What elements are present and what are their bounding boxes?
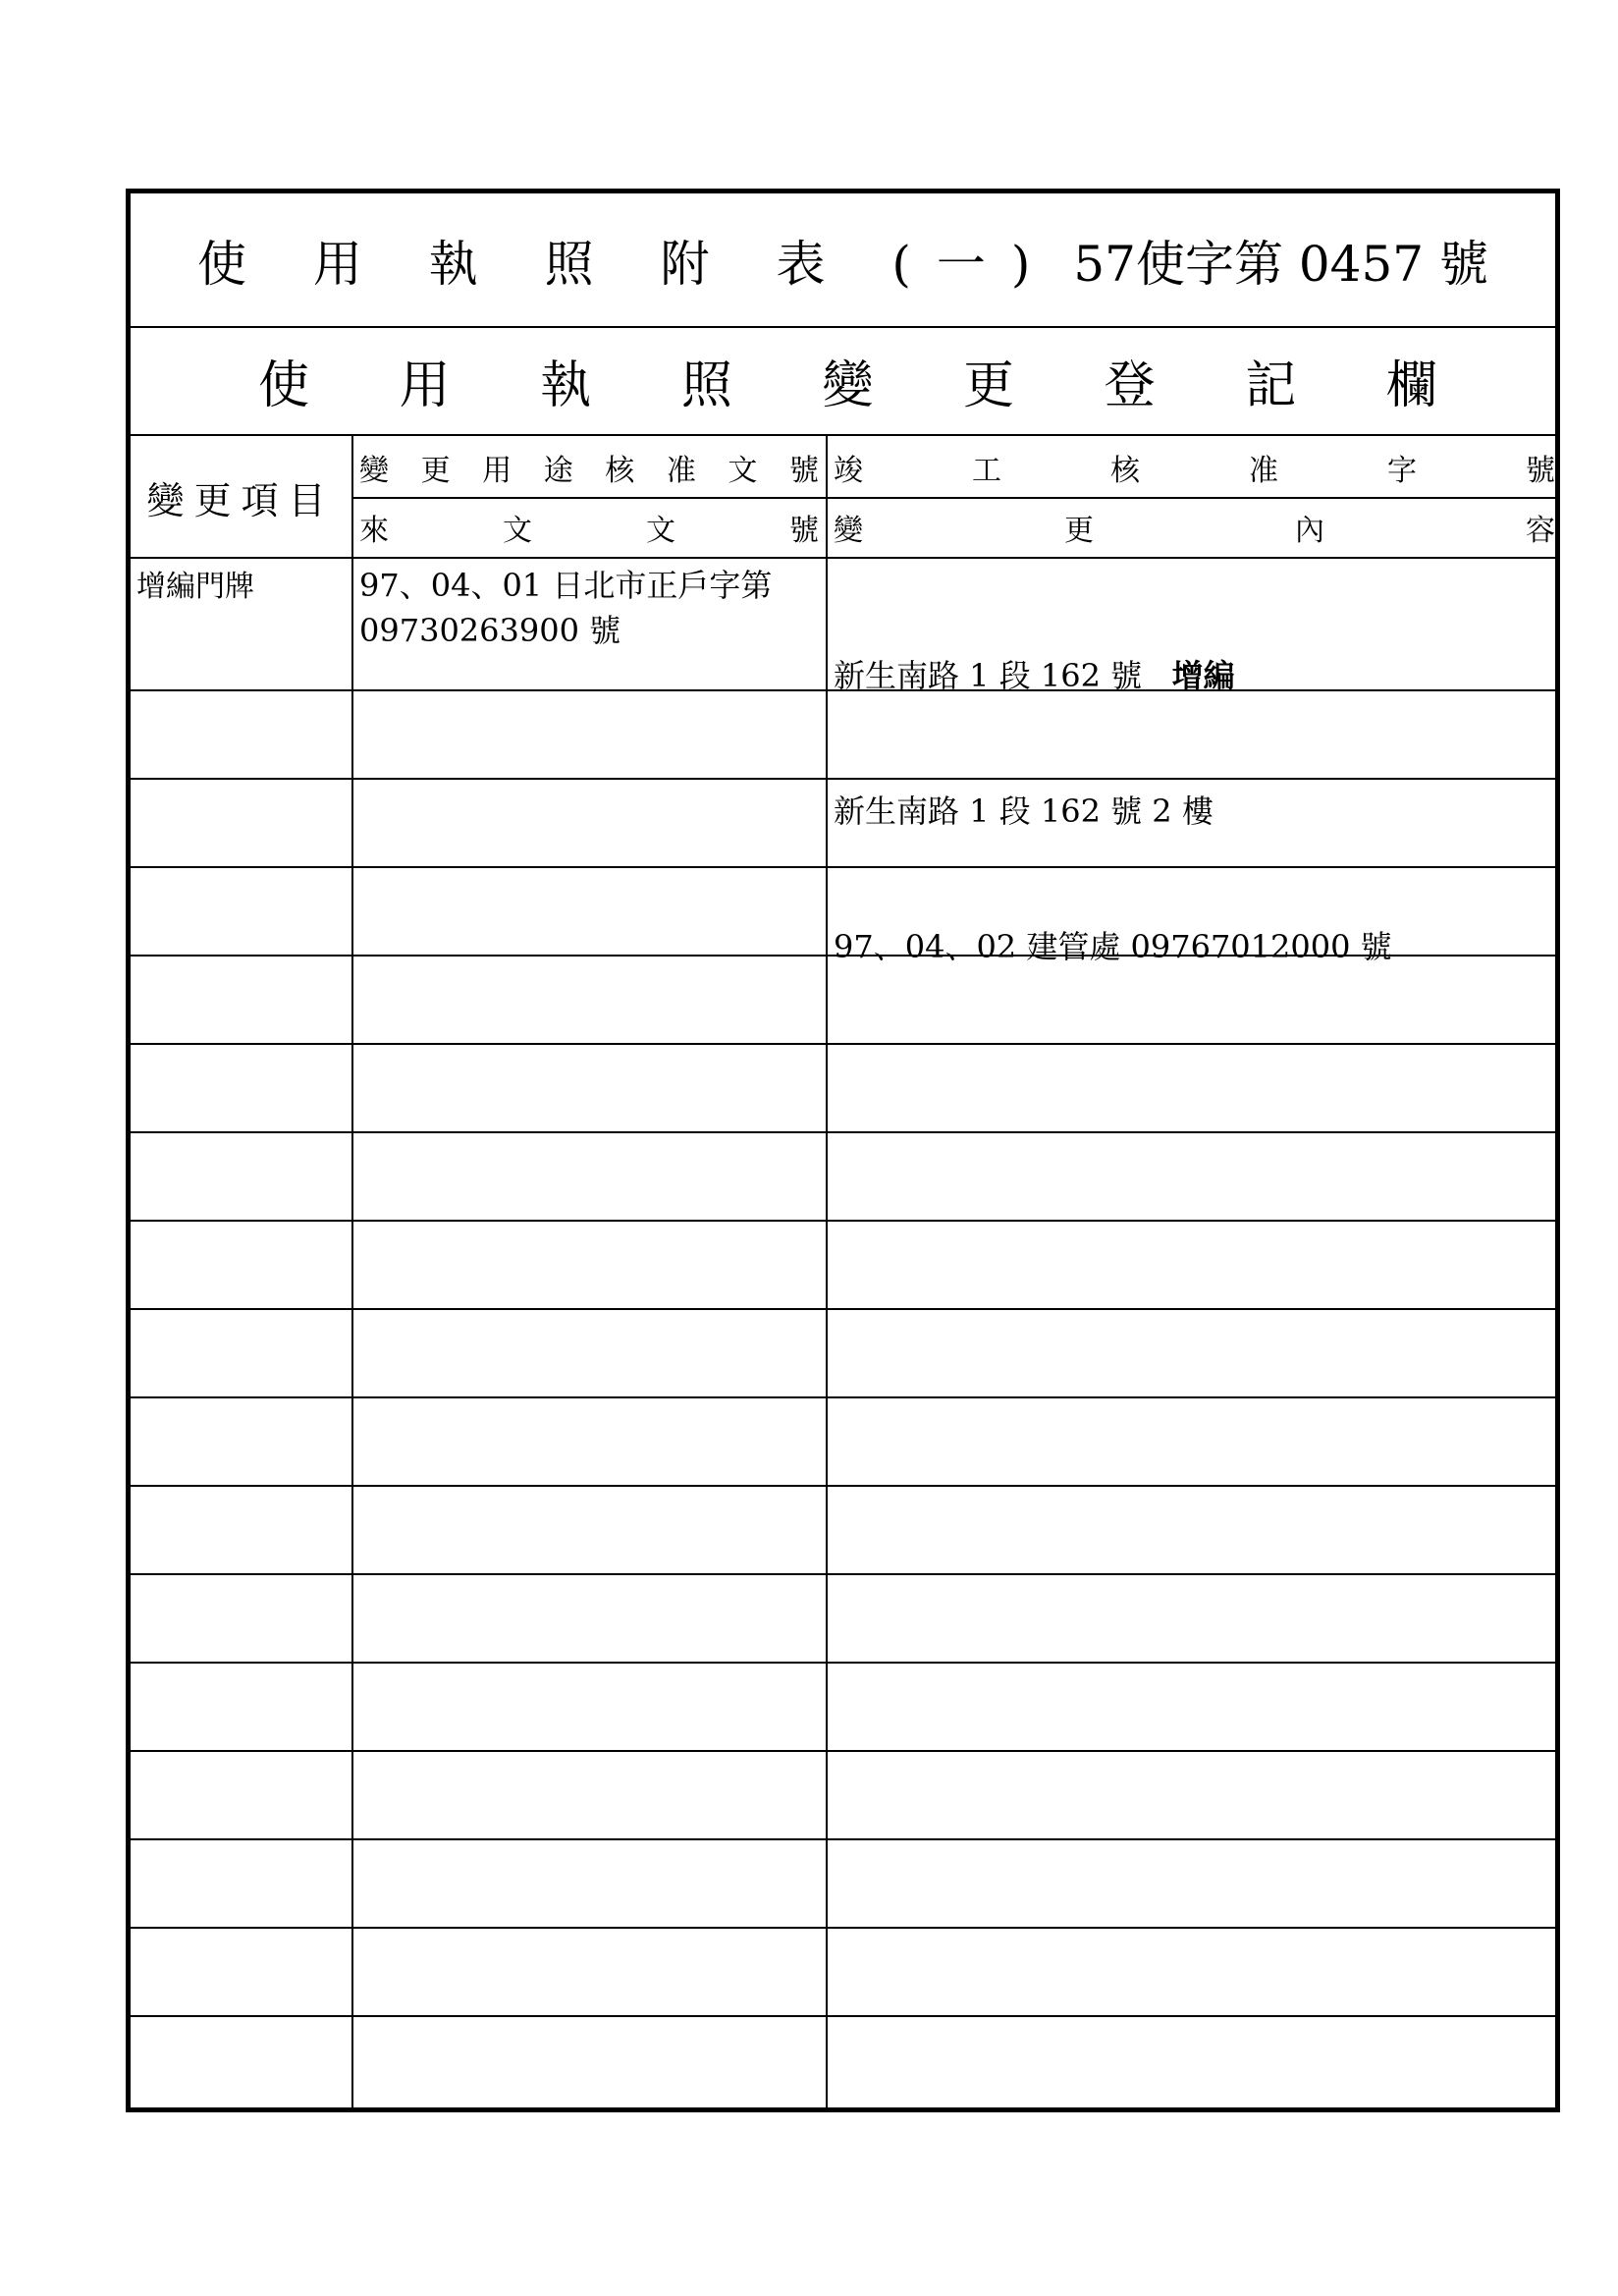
title-main: 使 用 執 照 附 表 (一) — [196, 235, 1056, 293]
row-item: 增編門牌 — [136, 570, 254, 604]
header-divider — [351, 497, 1560, 499]
row-divider — [131, 1838, 1560, 1840]
row-divider — [131, 1131, 1560, 1133]
subtitle-char: 記 — [1245, 355, 1297, 415]
content-tag: 增編 — [1171, 657, 1235, 694]
content-address: 新生南路 1 段 162 號 — [834, 657, 1143, 694]
document-frame — [126, 189, 1560, 2112]
subtitle-char: 執 — [540, 355, 592, 415]
content-address-floor: 新生南路 1 段 162 號 2 樓 — [834, 793, 1214, 830]
subtitle-char: 變 — [822, 355, 874, 415]
row-divider — [131, 1396, 1560, 1398]
document-title — [131, 193, 1555, 328]
row-divider — [131, 1927, 1560, 1929]
header-item: 變更項目 — [146, 479, 336, 522]
content-reference: 97、04、02 建管處 09767012000 號 — [834, 928, 1392, 965]
row-content — [834, 563, 1392, 1060]
title-number: 57使字第 0457 號 — [1073, 235, 1489, 293]
row-divider — [131, 1750, 1560, 1752]
row-divider — [131, 1573, 1560, 1575]
row-divider — [131, 2015, 1560, 2017]
subtitle-char: 更 — [963, 355, 1015, 415]
row-divider — [131, 1662, 1560, 1664]
section-title — [131, 326, 1555, 436]
subtitle-char: 欄 — [1385, 355, 1437, 415]
row-divider — [131, 1308, 1560, 1310]
subtitle-char: 登 — [1104, 355, 1156, 415]
row-divider — [131, 1220, 1560, 1222]
column-divider — [826, 436, 828, 2112]
subtitle-char: 用 — [399, 355, 451, 415]
column-divider — [351, 436, 353, 2112]
row-divider — [131, 557, 1560, 559]
header-approval-doc: 變 更 用 途 核 准 文 號 — [359, 454, 819, 488]
subtitle-char: 照 — [680, 355, 732, 415]
header-change-content: 變 更 內 容 — [834, 514, 1555, 548]
header-incoming-doc: 來 文 文 號 — [359, 514, 819, 548]
row-doc: 97、04、01 日北市正戶字第 09730263900 號 — [359, 567, 773, 649]
subtitle-char: 使 — [258, 355, 310, 415]
row-divider — [131, 1485, 1560, 1487]
header-completion-no: 竣 工 核 准 字 號 — [834, 454, 1555, 488]
